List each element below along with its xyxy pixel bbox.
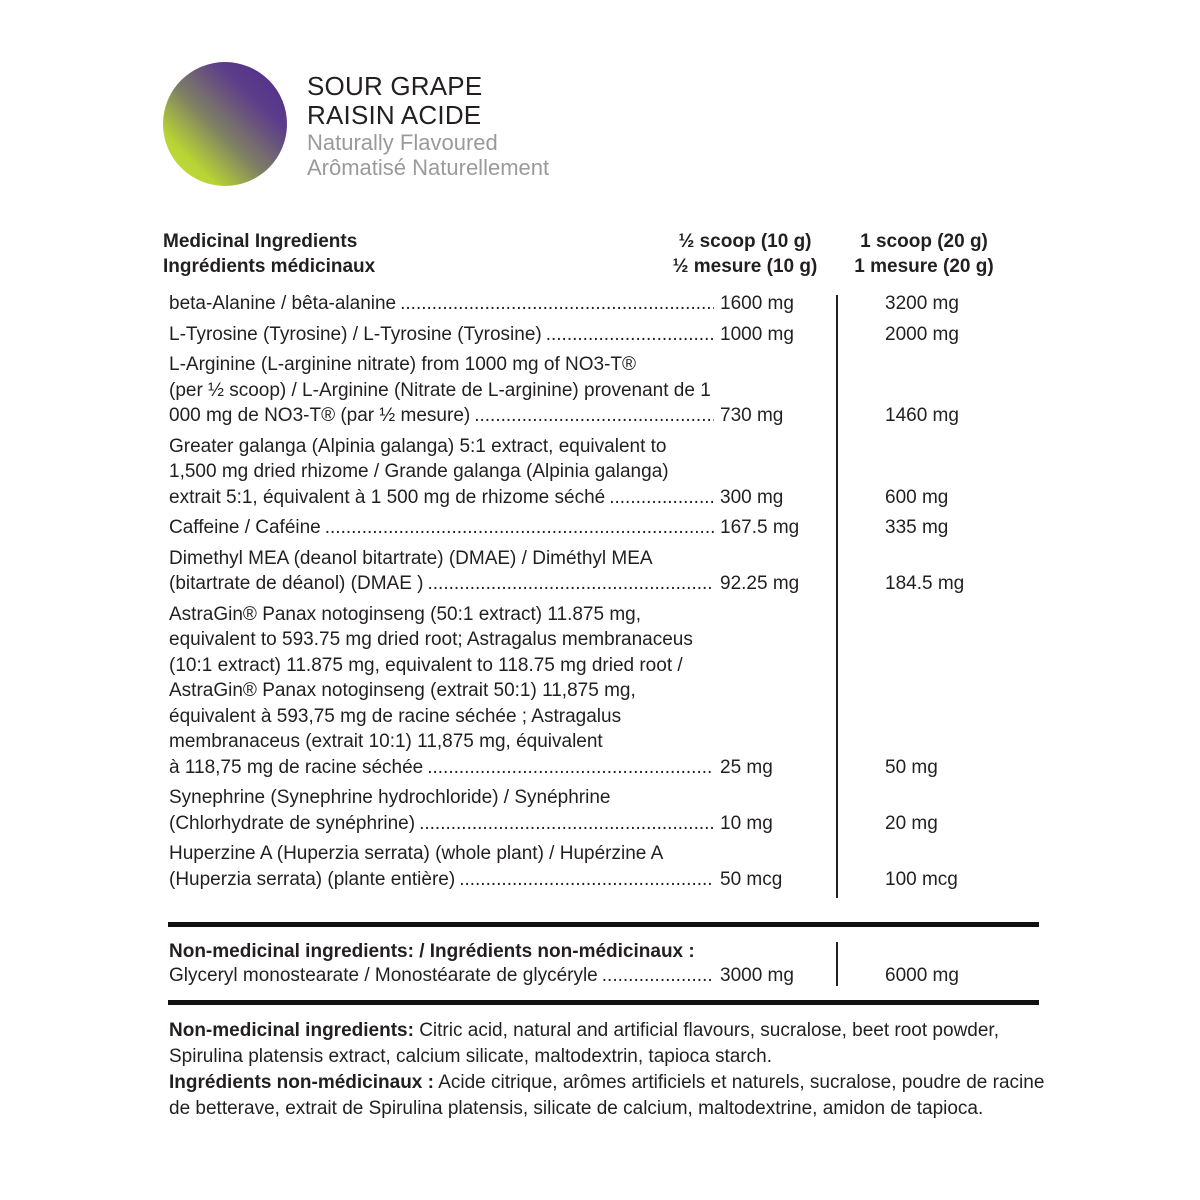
ingredient-line: Caffeine / Caféine (169, 517, 321, 538)
leader-dots (602, 963, 714, 989)
half-scoop-heading (640, 229, 850, 279)
flavour-name-fr: RAISIN ACIDE (307, 100, 482, 130)
full-scoop-value: 335 mg (885, 517, 949, 538)
full-scoop-value: 600 mg (885, 486, 949, 508)
ingredient-row (169, 291, 1029, 317)
table-rule (168, 922, 1039, 927)
ingredient-line: beta-Alanine / bêta-alanine (169, 293, 397, 314)
half-scoop-value: 92.25 mg (720, 573, 800, 594)
half-scoop-value: 730 mg (720, 405, 784, 426)
full-scoop-value: 2000 mg (885, 323, 959, 345)
ingredient-line: équivalent à 593,75 mg de racine séchée ; Astragalus (169, 705, 622, 727)
full-scoop-heading (840, 229, 1008, 279)
leader-dots (609, 485, 714, 511)
leader-dots (400, 291, 714, 317)
ingredient-line: membranaceus (extrait 10:1) 11,875 mg, équivalent (169, 731, 603, 752)
ingredient-line: (bitartrate de déanol) (DMAE ) (169, 573, 424, 594)
full-scoop-fr: 1 mesure (20 g) (854, 256, 994, 277)
full-scoop-value: 6000 mg (885, 965, 959, 986)
half-scoop-value: 25 mg (720, 756, 773, 778)
non-medicinal-list (169, 1018, 1049, 1122)
full-scoop-value: 20 mg (885, 812, 938, 834)
ingredient-row (169, 352, 1029, 429)
leader-dots (459, 867, 714, 893)
flavour-color-swatch (163, 62, 287, 186)
ingredient-row (169, 841, 1029, 892)
ingredient-line: (Chlorhydrate de synéphrine) (169, 812, 416, 834)
half-scoop-fr: ½ mesure (10 g) (672, 256, 818, 277)
half-scoop-en: ½ scoop (10 g) (678, 231, 812, 252)
non-medicinal-row (169, 963, 1029, 989)
medicinal-ingredients-table (169, 291, 1029, 897)
half-scoop-value: 3000 mg (720, 965, 794, 986)
half-scoop-value: 1600 mg (720, 293, 794, 314)
half-scoop-value: 10 mg (720, 812, 773, 834)
ingredient-line: Synephrine (Synephrine hydrochloride) / Synéphrine (169, 787, 611, 808)
leader-dots (428, 571, 715, 597)
text-en: Citric acid, natural and artificial flavours, sucralose, beet root powder, Spirulina platensis extract, calcium silicate, maltodextrin, tapioca starch. (169, 1020, 999, 1067)
full-scoop-value: 184.5 mg (885, 573, 965, 594)
ingredient-line: Huperzine A (Huperzia serrata) (whole plant) / Hupérzine A (169, 843, 664, 864)
non-medicinal-fr (169, 1070, 1049, 1122)
label-en: Non-medicinal ingredients: (169, 1020, 414, 1041)
flavour-note-fr: Arômatisé Naturellement (307, 155, 550, 180)
ingredient-line: à 118,75 mg de racine séchée (169, 756, 424, 778)
leader-dots (325, 515, 714, 541)
table-rule (168, 1000, 1039, 1005)
leader-dots (427, 755, 714, 781)
half-scoop-value: 50 mcg (720, 868, 783, 890)
full-scoop-en: 1 scoop (20 g) (860, 231, 988, 252)
flavour-note-en: Naturally Flavoured (307, 130, 498, 155)
leader-dots (546, 322, 714, 348)
ingredient-line: 1,500 mg dried rhizome / Grande galanga (Alpinia galanga) (169, 461, 669, 482)
label-fr: Ingrédients non-médicinaux : (169, 1072, 434, 1093)
non-medicinal-en (169, 1018, 1049, 1070)
full-scoop-value: 1460 mg (885, 405, 959, 426)
ingredient-row (169, 515, 1029, 541)
ingredient-line: AstraGin® Panax notoginseng (50:1 extract) 11.875 mg, (169, 603, 642, 625)
ingredient-line: (per ½ scoop) / L-Arginine (Nitrate de L-arginine) provenant de 1 (169, 379, 711, 401)
ingredient-row (169, 785, 1029, 836)
full-scoop-value: 3200 mg (885, 293, 959, 314)
half-scoop-value: 300 mg (720, 486, 784, 508)
non-medicinal-heading: Non-medicinal ingredients: / Ingrédients non-médicinaux : (169, 941, 695, 962)
ingredient-row (169, 434, 1029, 511)
ingredient-line: (10:1 extract) 11.875 mg, equivalent to 118.75 mg dried root / (169, 654, 683, 676)
ingredient-line: L-Tyrosine (Tyrosine) / L-Tyrosine (Tyrosine) (169, 323, 542, 345)
ingredient-line: extrait 5:1, équivalent à 1 500 mg de rhizome séché (169, 486, 606, 508)
full-scoop-value: 50 mg (885, 756, 938, 778)
ingredient-row (169, 546, 1029, 597)
flavour-name-en: SOUR GRAPE (307, 71, 483, 101)
column-divider (836, 295, 838, 898)
non-medicinal-item: Glyceryl monostearate / Monostéarate de glycéryle (169, 965, 598, 986)
leader-dots (419, 811, 714, 837)
medicinal-ingredients-heading (163, 229, 375, 279)
ingredient-row (169, 322, 1029, 348)
heading-fr: Ingrédients médicinaux (163, 256, 376, 277)
column-divider (836, 942, 838, 986)
half-scoop-value: 1000 mg (720, 323, 794, 345)
ingredient-line: (Huperzia serrata) (plante entière) (169, 868, 456, 890)
ingredient-line: L-Arginine (L-arginine nitrate) from 1000 mg of NO3-T® (169, 354, 637, 375)
text-fr: Acide citrique, arômes artificiels et naturels, sucralose, poudre de racine de betterave, extrait de Spirulina platensis, silicate de calcium, maltodextrine, amidon de tapioca. (169, 1072, 1045, 1119)
ingredient-line: Greater galanga (Alpinia galanga) 5:1 extract, equivalent to (169, 435, 667, 457)
ingredient-row (169, 602, 1029, 781)
flavour-title (307, 72, 549, 180)
leader-dots (474, 403, 714, 429)
heading-en: Medicinal Ingredients (163, 231, 358, 252)
half-scoop-value: 167.5 mg (720, 517, 800, 538)
ingredient-line: AstraGin® Panax notoginseng (extrait 50:1) 11,875 mg, (169, 680, 636, 701)
ingredient-line: equivalent to 593.75 mg dried root; Astragalus membranaceus (169, 629, 693, 650)
ingredient-line: Dimethyl MEA (deanol bitartrate) (DMAE) / Diméthyl MEA (169, 547, 653, 569)
ingredient-line: 000 mg de NO3-T® (par ½ mesure) (169, 405, 471, 426)
full-scoop-value: 100 mcg (885, 868, 958, 890)
